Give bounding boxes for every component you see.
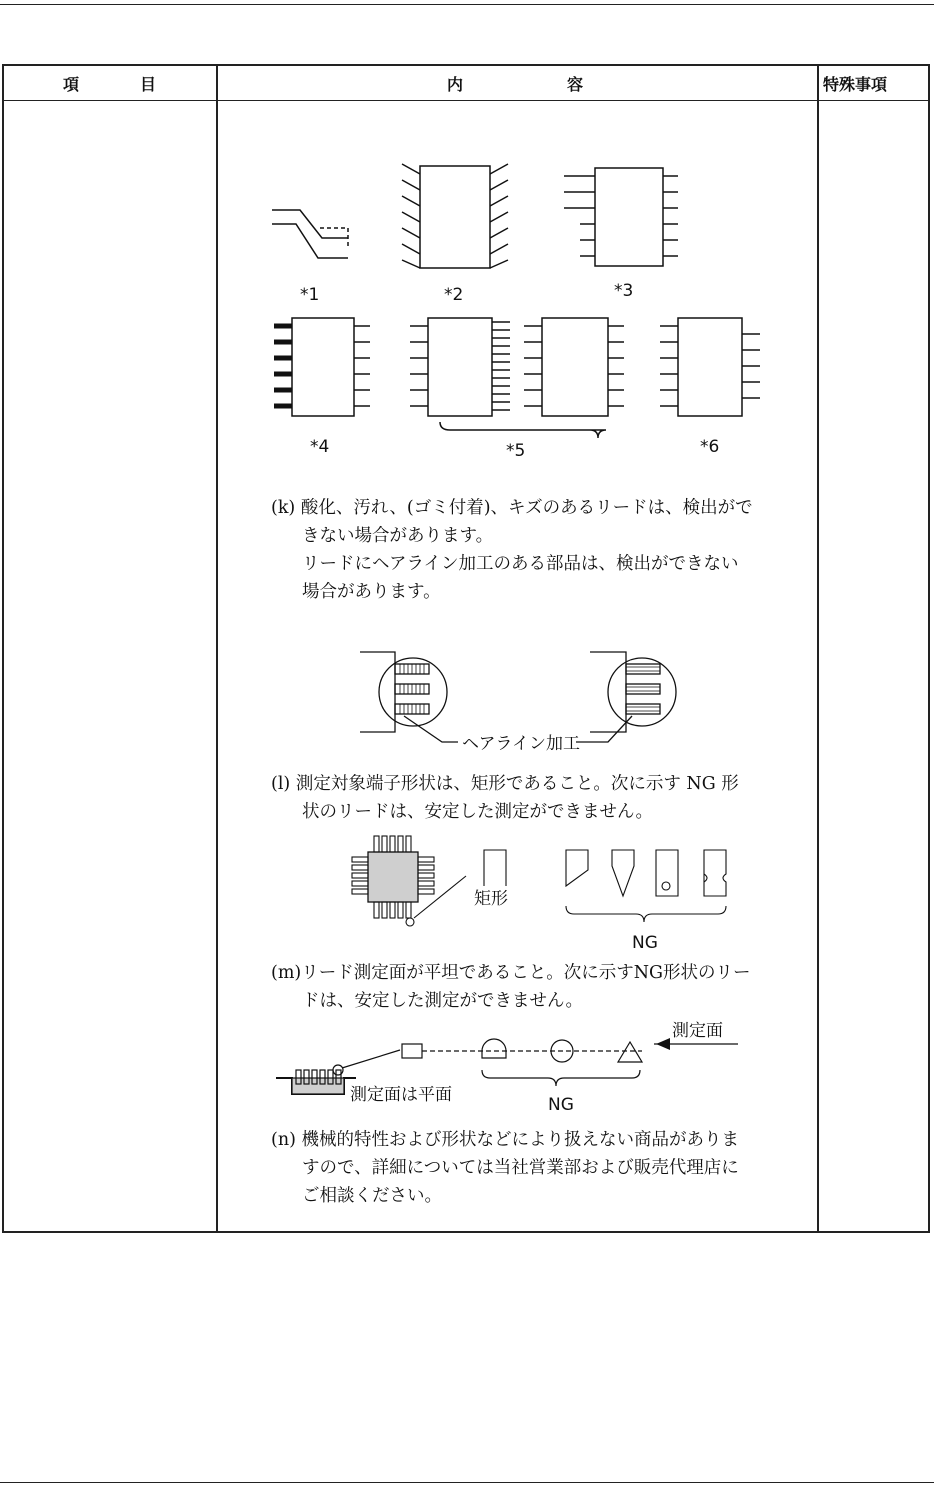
hairline-label: ヘアライン加工 xyxy=(462,734,580,754)
lead-label-1: *1 xyxy=(300,285,320,305)
flat-surface-figure xyxy=(266,1018,746,1118)
paragraph-l-line: (l) 測定対象端子形状は、矩形であること。次に示す NG 形 xyxy=(271,774,739,794)
rectangle-label: 矩形 xyxy=(474,889,508,909)
flat-ng-label: NG xyxy=(548,1095,574,1115)
bottom-rule xyxy=(0,1482,934,1483)
paragraph-k-line: 場合があります。 xyxy=(302,582,441,602)
lead-label-2: *2 xyxy=(444,285,464,305)
paragraph-m-line: ドは、安定した測定ができません。 xyxy=(302,991,584,1011)
hairline-figure xyxy=(350,642,690,762)
paragraph-l xyxy=(271,770,811,826)
column-divider-1 xyxy=(216,64,218,1233)
paragraph-k xyxy=(271,494,811,606)
paragraph-k-line: リードにヘアライン加工のある部品は、検出ができない xyxy=(302,554,739,574)
lead-label-4: *4 xyxy=(310,437,330,457)
lead-label-5: *5 xyxy=(506,441,526,461)
lead-shape-figure xyxy=(260,150,780,470)
paragraph-n xyxy=(271,1126,811,1210)
header-content-1: 内 xyxy=(447,75,464,94)
top-rule xyxy=(0,4,934,5)
paragraph-m-line: (m)リード測定面が平坦であること。次に示すNG形状のリー xyxy=(271,963,751,983)
paragraph-n-line: すので、詳細については当社営業部および販売代理店に xyxy=(302,1158,739,1178)
paragraph-l-line: 状のリードは、安定した測定ができません。 xyxy=(302,802,654,822)
column-divider-2 xyxy=(817,64,819,1233)
lead-label-3: *3 xyxy=(614,281,634,301)
header-item-2: 目 xyxy=(140,75,157,94)
paragraph-k-line: (k) 酸化、汚れ、(ゴミ付着)、キズのあるリードは、検出がで xyxy=(271,498,753,518)
rectangle-ng-label: NG xyxy=(632,933,658,953)
header-divider xyxy=(2,100,930,101)
header-content-2: 容 xyxy=(567,75,584,94)
flat-label: 測定面は平面 xyxy=(350,1085,452,1105)
paragraph-n-line: (n) 機械的特性および形状などにより扱えない商品がありま xyxy=(271,1130,739,1150)
header-item-1: 項 xyxy=(63,75,80,94)
surface-label: 測定面 xyxy=(672,1021,723,1041)
lead-label-6: *6 xyxy=(700,437,720,457)
paragraph-k-line: きない場合があります。 xyxy=(302,526,494,546)
paragraph-m xyxy=(271,959,811,1015)
header-special: 特殊事項 xyxy=(823,75,888,94)
rectangle-lead-figure xyxy=(346,830,736,954)
paragraph-n-line: ご相談ください。 xyxy=(302,1186,442,1206)
